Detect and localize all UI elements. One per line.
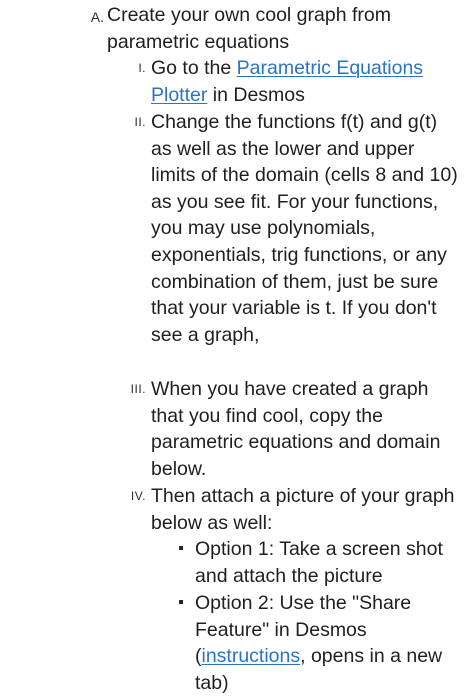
option-2-bullet: ▪ bbox=[178, 594, 184, 611]
section-title: Create your own cool graph from parametric equations bbox=[107, 4, 391, 53]
option-2-text-before: Option 2: Use the "Share Feature" in Desmos ( bbox=[195, 592, 412, 668]
step-2-text: Change the functions f(t) and g(t) as well as the lower and upper limits of the domain (cells 8 and 10) as you see fit. For your functions, you may use polynomials, exponentials, trig functions, or any combination of them, just be sure that your variable is t. If you don't see a graph, bbox=[151, 111, 458, 346]
option-2-text-after: , opens in a new tab) bbox=[195, 645, 443, 694]
step-4-marker: IV. bbox=[130, 489, 146, 503]
step-2-marker: II. bbox=[134, 115, 146, 129]
step-1-text-before: Go to the bbox=[151, 57, 237, 79]
parametric-equations-plotter-link[interactable]: Parametric Equations Plotter bbox=[151, 57, 424, 106]
option-1-text: Option 1: Take a screen shot and attach the picture bbox=[195, 538, 443, 587]
step-1-text bbox=[151, 55, 461, 108]
option-1-bullet: ▪ bbox=[178, 540, 184, 557]
step-3-marker: III. bbox=[130, 382, 146, 396]
step-1-text-after: in Desmos bbox=[207, 83, 305, 106]
section-marker: A. bbox=[90, 9, 104, 25]
instructions-link[interactable]: instructions bbox=[201, 645, 301, 668]
step-4-text: Then attach a picture of your graph below as well: bbox=[151, 485, 455, 534]
option-2-text bbox=[195, 590, 467, 696]
step-1-marker: I. bbox=[138, 61, 146, 75]
step-3-text: When you have created a graph that you find cool, copy the parametric equations and domain below. bbox=[151, 378, 441, 480]
